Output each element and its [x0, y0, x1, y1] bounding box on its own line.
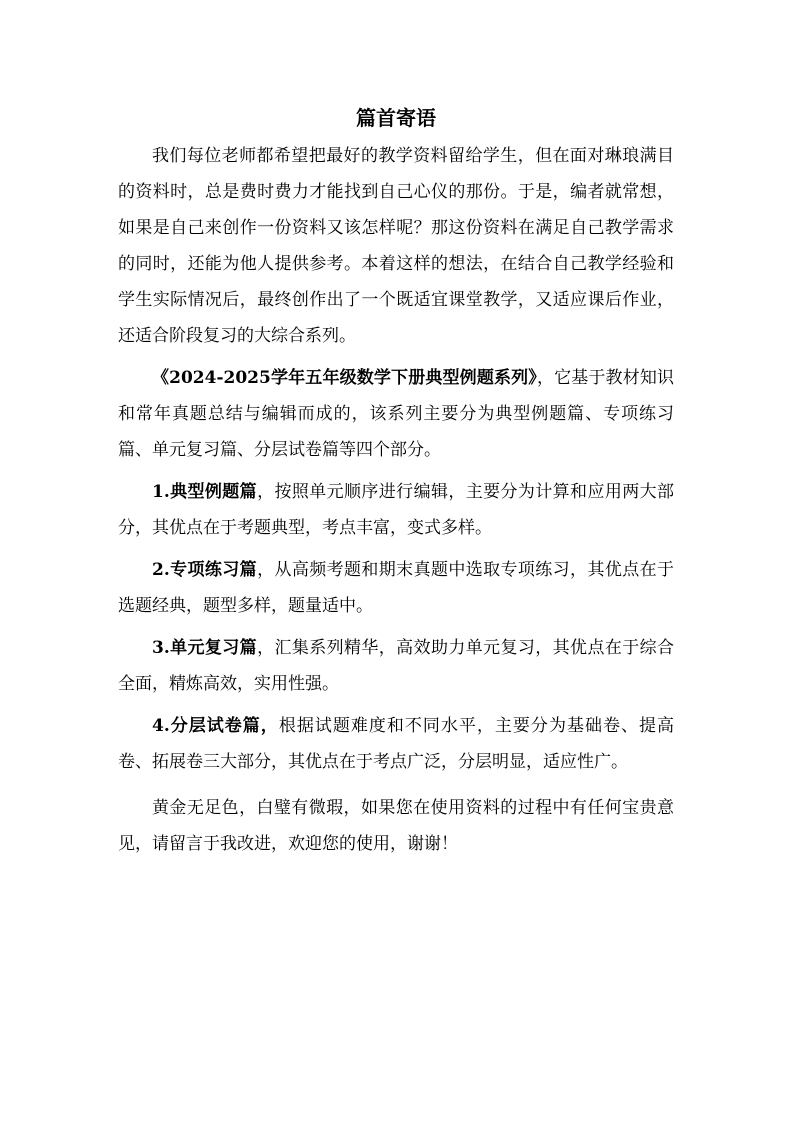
document-page	[118, 104, 674, 862]
section-heading: 2.专项练习篇	[152, 560, 258, 580]
section-text: ，从高频考题和期末真题中选取专项练习，其优点在于选题经典，题型多样，题量适中。	[118, 560, 674, 616]
section-heading: 3.单元复习篇	[152, 638, 258, 658]
section-heading: 4.分层试卷篇，	[152, 716, 279, 736]
section-item-practice	[118, 552, 674, 624]
section-text: ，汇集系列精华，高效助力单元复习，其优点在于综合全面，精炼高效，实用性强。	[118, 638, 674, 694]
section-heading: 1.典型例题篇	[152, 482, 258, 502]
intro-paragraph: 我们每位老师都希望把最好的教学资料留给学生，但在面对琳琅满目的资料时，总是费时费力才能找到自己心仪的那份。于是，编者就常想，如果是自己来创作一份资料又该怎样呢？那这份资料在满足自己教学需求的同时，还能为他人提供参考。本着这样的想法，在结合自己教学经验和学生实际情况后，最终创作出了一个既适宜课堂教学，又适应课后作业，还适合阶段复习的大综合系列。	[118, 146, 674, 346]
series-paragraph	[118, 360, 674, 468]
section-item-tests	[118, 708, 674, 780]
closing-paragraph: 黄金无足色，白璧有微瑕，如果您在使用资料的过程中有任何宝贵意见，请留言于我改进，欢迎您的使用，谢谢！	[118, 798, 674, 854]
section-item-examples	[118, 474, 674, 546]
section-text: 根据试题难度和不同水平，主要分为基础卷、提高卷、拓展卷三大部分，其优点在于考点广泛，分层明显，适应性广。	[118, 716, 674, 772]
series-name: 《2024-2025学年五年级数学下册典型例题系列》	[152, 368, 537, 388]
section-text: ，按照单元顺序进行编辑，主要分为计算和应用两大部分，其优点在于考题典型，考点丰富，变式多样。	[118, 482, 674, 538]
series-description: ，它基于教材知识和常年真题总结与编辑而成的，该系列主要分为典型例题篇、专项练习篇、单元复习篇、分层试卷篇等四个部分。	[118, 368, 675, 460]
section-item-review	[118, 630, 674, 702]
page-title: 篇首寄语	[356, 106, 436, 130]
